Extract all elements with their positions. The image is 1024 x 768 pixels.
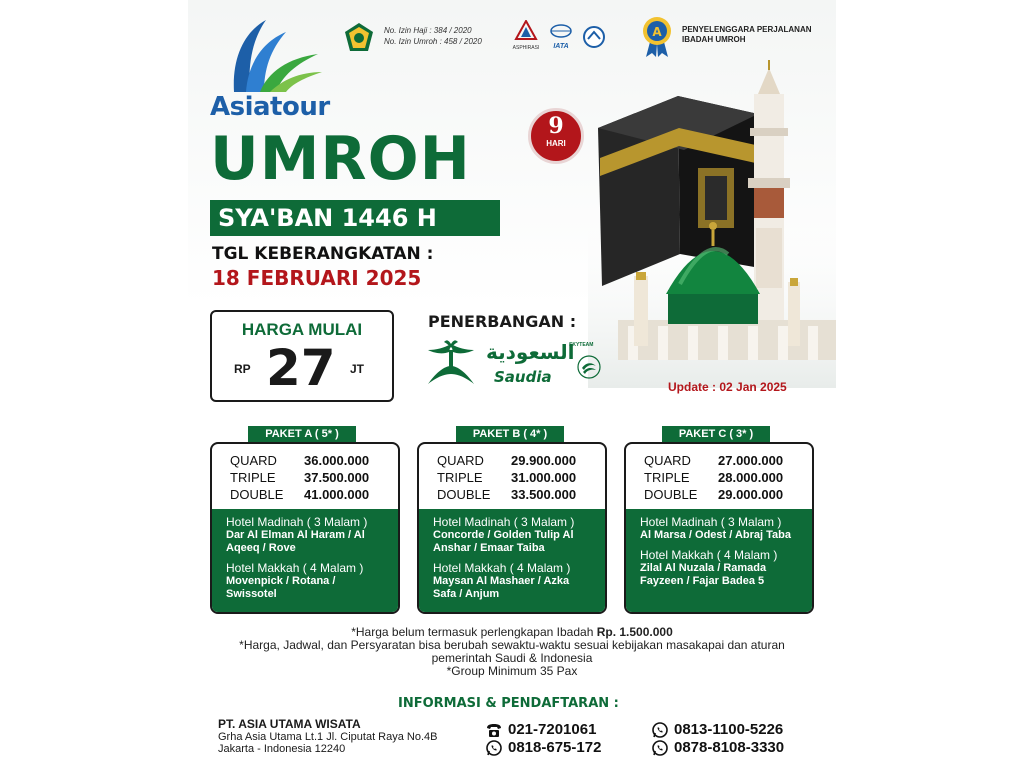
price-row [644,452,812,469]
note-equipment-amount: Rp. 1.500.000 [596,625,673,639]
room-type: QUARD [230,453,277,468]
company-address-1: Grha Asia Utama Lt.1 Jl. Ciputat Raya No.4B [218,731,438,743]
license-info [384,25,504,47]
info-heading: INFORMASI & PENDAFTARAN : [398,696,619,711]
room-type: QUARD [437,453,484,468]
package-a-card [210,442,400,614]
airline-arabic: السعودية [486,340,575,364]
price-row [230,486,398,503]
room-price: 27.000.000 [718,453,784,468]
package-b-tab: PAKET B ( 4* ) [456,426,564,442]
update-date: Update : 02 Jan 2025 [668,380,787,394]
room-price: 33.500.000 [511,487,577,502]
organizer-label [682,25,832,45]
asphirasi-label: ASPHIRASI [512,45,540,51]
airline-name: Saudia [494,368,552,386]
association-emblem-icon [583,26,605,48]
asphirasi-logo [508,20,544,50]
iata-globe-icon [550,24,572,38]
company-address-2: Jakarta - Indonesia 12240 [218,743,346,755]
price-row [230,452,398,469]
price-row [437,469,605,486]
duration-unit: HARI [546,139,566,148]
license-umroh: No. Izin Umroh : 458 / 2020 [384,37,482,46]
departure-label: TGL KEBERANGKATAN : [212,244,434,264]
whatsapp-icon [652,722,668,738]
telephone-icon [486,722,502,738]
price-unit: JT [350,362,365,376]
whatsapp-number: 0878-8108-3330 [674,739,785,756]
room-type: TRIPLE [437,470,483,485]
madinah-label: Hotel Madinah ( 3 Malam ) [226,515,368,529]
whatsapp-contact-2[interactable] [652,721,783,738]
room-type: QUARD [644,453,691,468]
madinah-hotels: Al Marsa / Odest / Abraj Taba [640,529,791,541]
madinah-label: Hotel Madinah ( 3 Malam ) [640,515,782,529]
note-equipment-text: *Harga belum termasuk perlengkapan Ibadah [351,625,597,639]
holy-mosque-illustration [588,58,836,388]
price-row [437,486,605,503]
phone-contact[interactable] [486,721,596,738]
price-row [644,486,812,503]
company-name: PT. ASIA UTAMA WISATA [218,717,361,731]
iata-logo [548,24,574,48]
room-price: 36.000.000 [304,453,370,468]
brand-name: Asiatour [210,92,330,122]
room-price: 28.000.000 [718,470,784,485]
room-type: TRIPLE [230,470,276,485]
svg-text:A: A [652,25,662,39]
price-amount: 27 [266,339,336,397]
room-price: 29.000.000 [718,487,784,502]
license-haji: No. Izin Haji : 384 / 2020 [384,26,472,35]
whatsapp-contact-3[interactable] [652,739,784,756]
madinah-hotels: Dar Al Elman Al Haram / Al Aqeeq / Rove [226,529,365,554]
starting-price-box [210,310,394,402]
package-a-prices [212,444,398,509]
departure-date: 18 FEBRUARI 2025 [212,266,422,290]
saudia-logo [426,340,606,390]
package-a-hotels [212,509,398,614]
room-type: TRIPLE [644,470,690,485]
room-type: DOUBLE [230,487,284,502]
room-price: 29.900.000 [511,453,577,468]
kemenag-emblem-icon [344,22,374,52]
notes [210,626,814,678]
price-label: HARGA MULAI [241,320,363,339]
room-type: DOUBLE [644,487,698,502]
umroh-poster [188,0,836,768]
makkah-label: Hotel Makkah ( 4 Malam ) [433,561,571,575]
package-c-card [624,442,814,614]
skyteam-icon [576,354,602,380]
madinah-hotels: Concorde / Golden Tulip Al Anshar / Emaar Taiba [433,529,574,554]
price-row [644,469,812,486]
asiatour-logo [206,18,330,122]
room-price: 41.000.000 [304,487,370,502]
duration-badge [528,108,584,164]
main-title: UMROH [210,124,471,194]
room-price: 37.500.000 [304,470,370,485]
package-a-tab: PAKET A ( 5* ) [248,426,356,442]
asphirasi-icon [514,20,538,40]
makkah-hotels: Zilal Al Nuzala / Ramada Fayzeen / Fajar Badea 5 [640,562,767,587]
whatsapp-number: 0818-675-172 [508,739,602,756]
duration-number: 9 [548,113,564,139]
price-currency: RP [234,362,251,376]
madinah-label: Hotel Madinah ( 3 Malam ) [433,515,575,529]
wave-logo-icon [214,18,324,94]
company-info [218,718,478,755]
package-c-prices [626,444,812,509]
makkah-hotels: Movenpick / Rotana / Swissotel [226,575,336,600]
package-b-prices [419,444,605,509]
whatsapp-number: 0813-1100-5226 [674,721,784,738]
whatsapp-icon [486,740,502,756]
makkah-label: Hotel Makkah ( 4 Malam ) [226,561,364,575]
organizer-line2: IBADAH UMROH [682,35,746,44]
price-row [230,469,398,486]
makkah-label: Hotel Makkah ( 4 Malam ) [640,548,778,562]
phone-number: 021-7201061 [508,721,597,738]
whatsapp-icon [652,740,668,756]
saudia-palm-icon [426,340,476,386]
price-row [437,452,605,469]
package-b-hotels [419,509,605,614]
flight-label: PENERBANGAN : [428,312,577,331]
room-price: 31.000.000 [511,470,577,485]
accreditation-badge-icon [642,16,672,58]
organizer-line1: PENYELENGGARA PERJALANAN [682,25,812,34]
package-c-hotels [626,509,812,614]
package-b-card [417,442,607,614]
iata-label: IATA [553,43,569,50]
makkah-hotels: Maysan Al Mashaer / Azka Safa / Anjum [433,575,570,600]
note-terms: *Harga, Jadwal, dan Persyaratan bisa berubah sewaktu-waktu sesuai kebijakan masakapai dan aturan pemerintah Saudi & Indonesia [239,638,785,665]
room-type: DOUBLE [437,487,491,502]
subtitle-bar: SYA'BAN 1446 H [210,200,500,236]
note-group: *Group Minimum 35 Pax [446,664,578,678]
package-c-tab: PAKET C ( 3* ) [662,426,770,442]
whatsapp-contact-1[interactable] [486,739,601,756]
alliance-name: SKYTEAM [569,342,594,348]
